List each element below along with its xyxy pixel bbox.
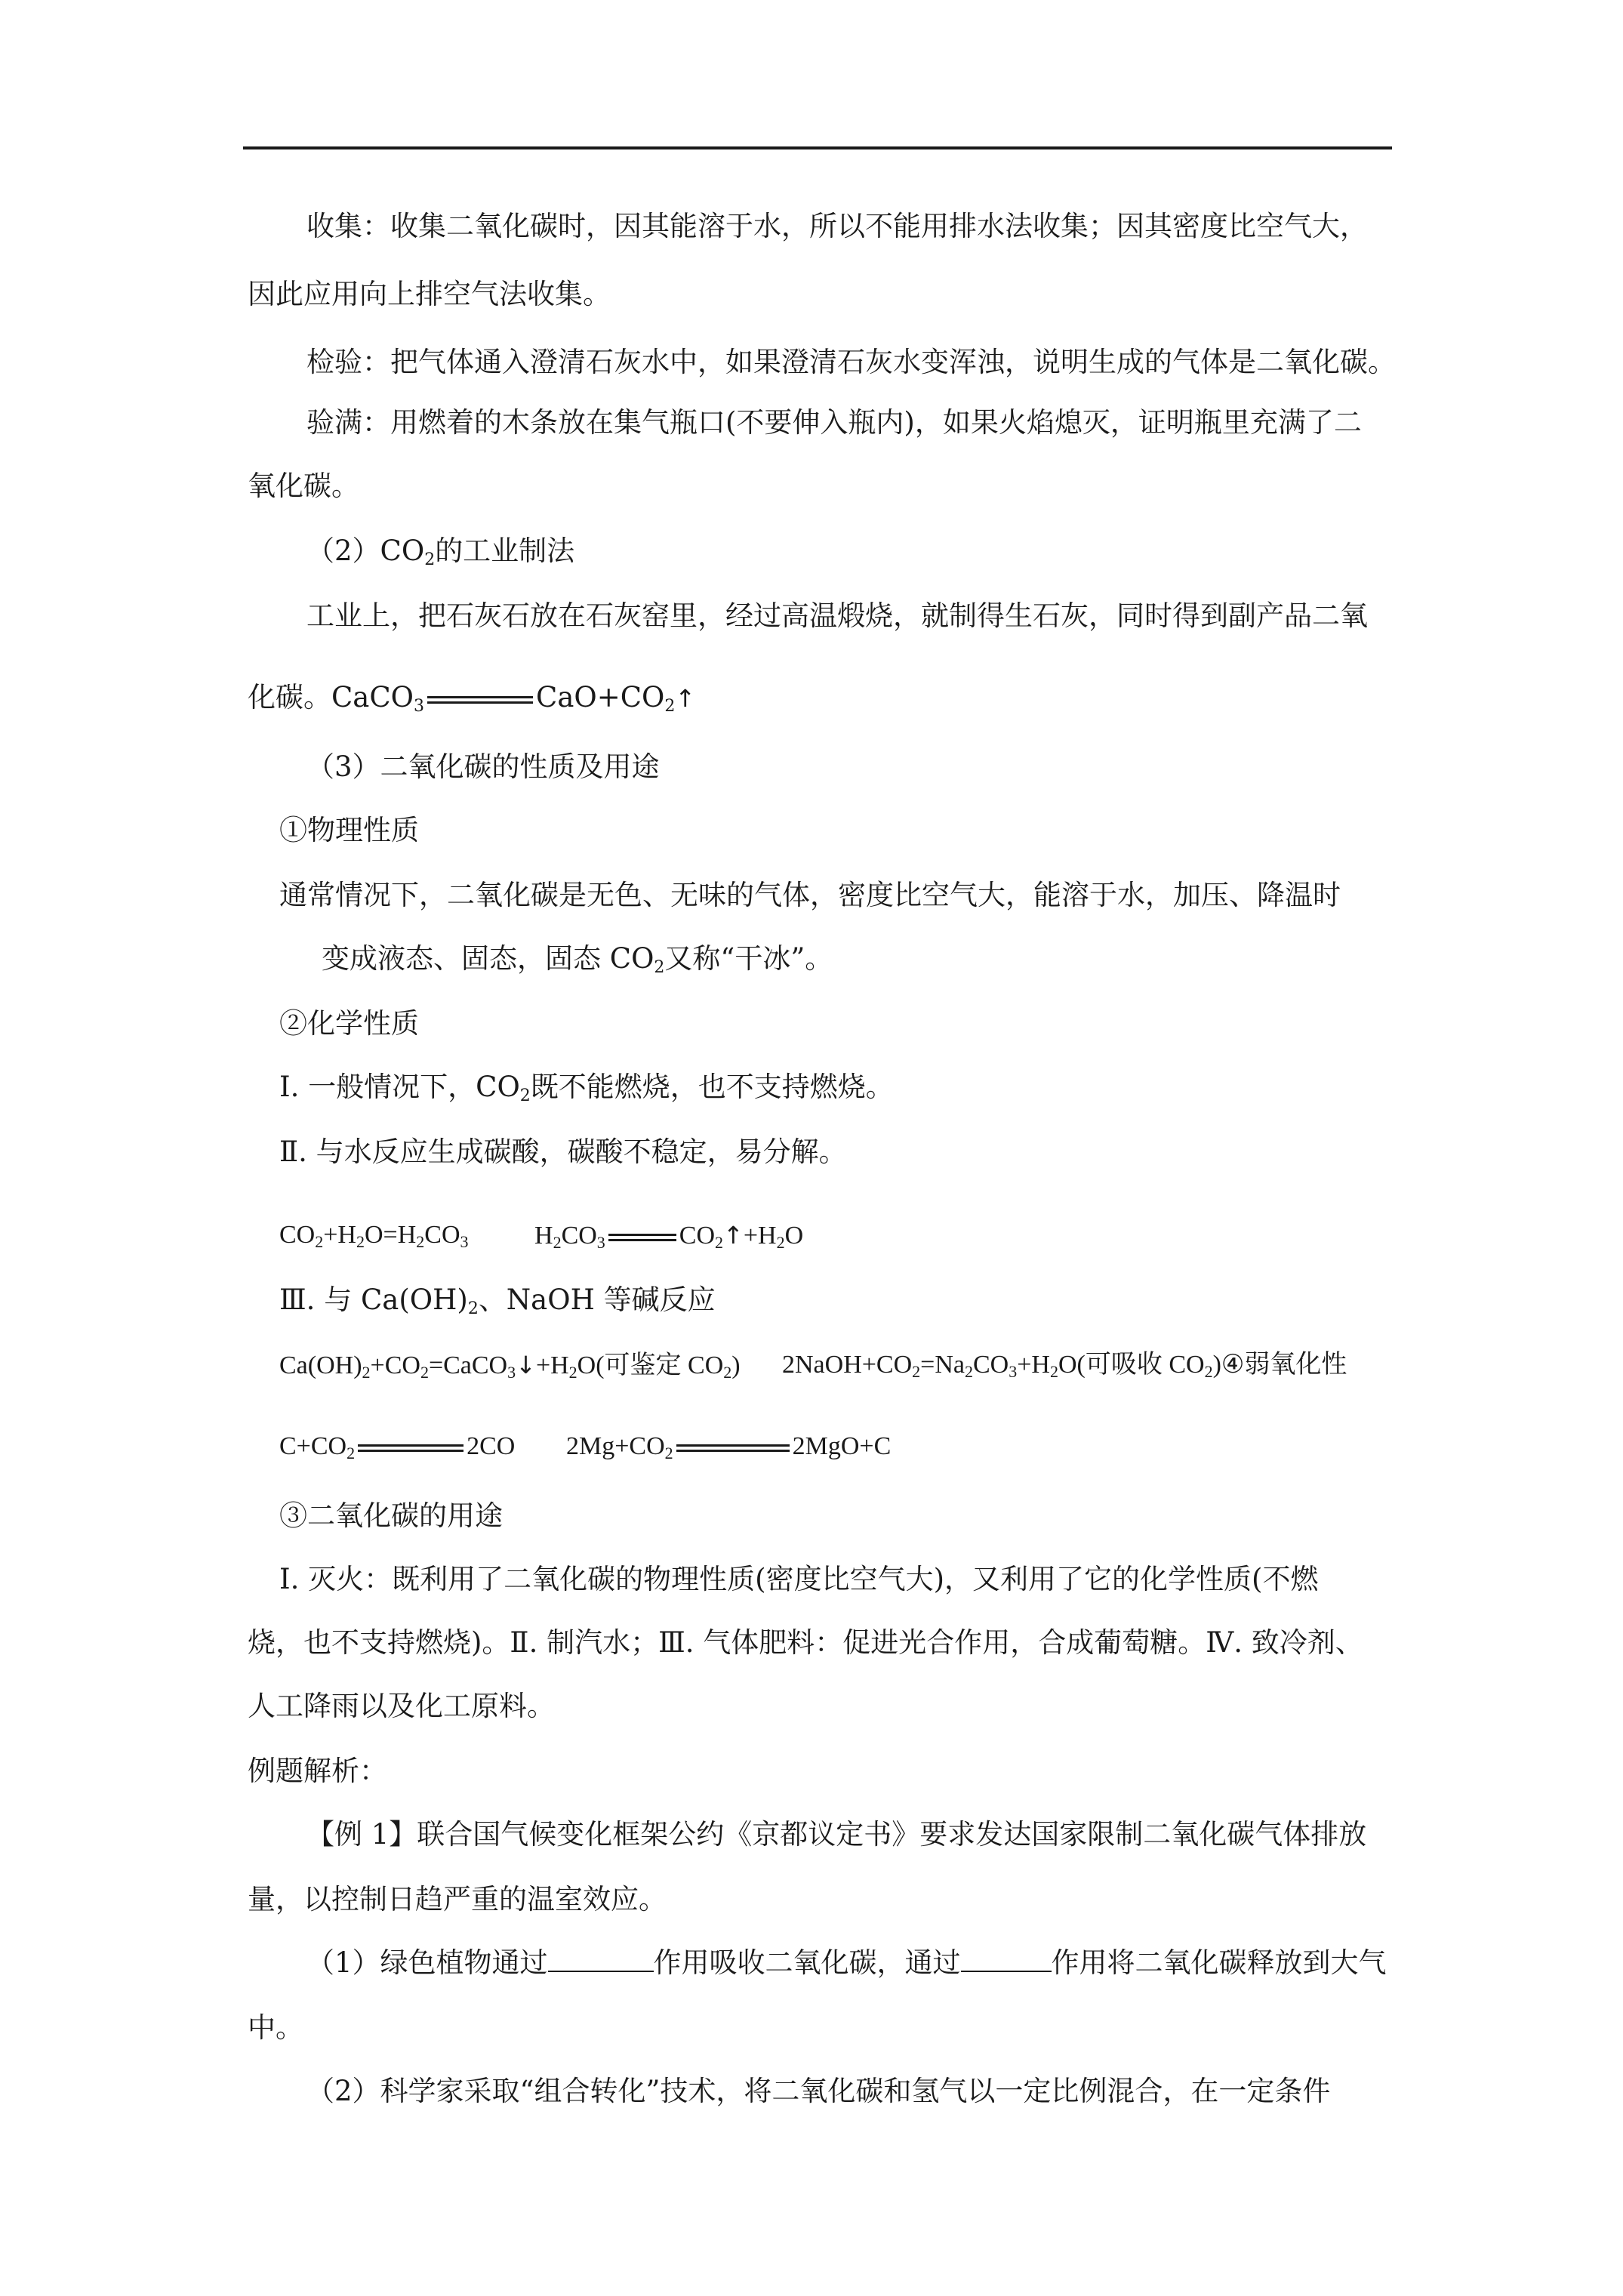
header-rule [243, 146, 1392, 149]
equation-line: $2NaOH+CO_2=Na_2CO_3+H_2O$(可吸收 $CO_2)④$弱氧化性 [782, 1351, 1347, 1381]
text-line: 验满：用燃着的木条放在集气瓶口(不要伸入瓶内)，如果火焰熄灭，证明瓶里充满了二 [306, 406, 1362, 439]
sub-heading: ①物理性质 [279, 814, 419, 846]
double-bar-equals [676, 1444, 790, 1453]
text-line: 检验：把气体通入澄清石灰水中，如果澄清石灰水变浑浊，说明生成的气体是二氧化碳。 [306, 346, 1396, 378]
text-line: 量，以控制日趋严重的温室效应。 [248, 1883, 667, 1915]
text-line: 因此应用向上排空气法收集。 [248, 278, 611, 310]
equation-line: $CO_2+H_2O=H_2CO_3$ [279, 1221, 469, 1251]
answer-blank [548, 1948, 654, 1972]
text-line: 收集：收集二氧化碳时，因其能溶于水，所以不能用排水法收集；因其密度比空气大， [306, 210, 1368, 242]
section-heading: 例题解析： [248, 1755, 387, 1787]
double-bar-equals [358, 1444, 463, 1453]
equation-line: $C+CO_2$ 2CO [279, 1432, 516, 1462]
text-line: 中。 [248, 2011, 303, 2044]
equation-line: $Ca(OH)_2+CO_2=CaCO_3↓+H_2O$(可鉴定 $CO_2$) [279, 1351, 741, 1382]
precipitate-down-arrow: ↓ [516, 1351, 536, 1379]
text-line: Ⅰ. 灭火：既利用了二氧化碳的物理性质(密度比空气大)，又利用了它的化学性质(不燃 [279, 1563, 1319, 1595]
text-line: Ⅱ. 与水反应生成碳酸，碳酸不稳定，易分解。 [279, 1136, 847, 1168]
answer-blank [961, 1948, 1052, 1972]
section-heading: $(2)CO_2$的工业制法 [306, 535, 575, 569]
double-bar-equals [427, 695, 533, 704]
text-line: 烧，也不支持燃烧)。Ⅱ. 制汽水；Ⅲ. 气体肥料：促进光合作用，合成葡萄糖。Ⅳ. 致冷剂、 [248, 1626, 1363, 1659]
text-line: Ⅲ. 与 $Ca(OH)_2$、NaOH 等碱反应 [279, 1284, 716, 1318]
sub-heading: ②化学性质 [279, 1007, 419, 1040]
sub-heading: ③二氧化碳的用途 [279, 1499, 503, 1532]
section-heading: （3）二氧化碳的性质及用途 [306, 750, 660, 783]
text-line: 变成液态、固态，固态 $CO_2$又称“干冰”。 [322, 942, 833, 977]
text-line: 人工降雨以及化工原料。 [248, 1690, 555, 1722]
text-line: Ⅰ. 一般情况下，$CO_2$既不能燃烧，也不支持燃烧。 [279, 1071, 894, 1105]
equation-line: $2Mg+CO_2$ 2MgO+C [566, 1432, 892, 1462]
equation-line: 化碳。CaCO$_3$ $CaO+CO_2↑$ [248, 681, 696, 716]
text-line: 【例 1】联合国气候变化框架公约《京都议定书》要求发达国家限制二氧化碳气体排放 [306, 1818, 1367, 1851]
text-line: 氧化碳。 [248, 470, 359, 502]
question-line: （1）绿色植物通过 作用吸收二氧化碳，通过 作用将二氧化碳释放到大气 [306, 1946, 1387, 1979]
double-bar-equals [608, 1233, 676, 1242]
text-line: （2）科学家采取“组合转化”技术，将二氧化碳和氢气以一定比例混合，在一定条件 [306, 2075, 1331, 2107]
equation-line: $H_2CO_3$ $CO_2↑+H_2O$ [534, 1221, 804, 1252]
text-line: 通常情况下，二氧化碳是无色、无味的气体，密度比空气大，能溶于水，加压、降温时 [279, 879, 1341, 911]
gas-up-arrow: ↑ [723, 1221, 744, 1250]
gas-up-arrow: ↑ [675, 684, 696, 713]
text-line: 工业上，把石灰石放在石灰窑里，经过高温煅烧，就制得生石灰，同时得到副产品二氧 [306, 599, 1368, 632]
